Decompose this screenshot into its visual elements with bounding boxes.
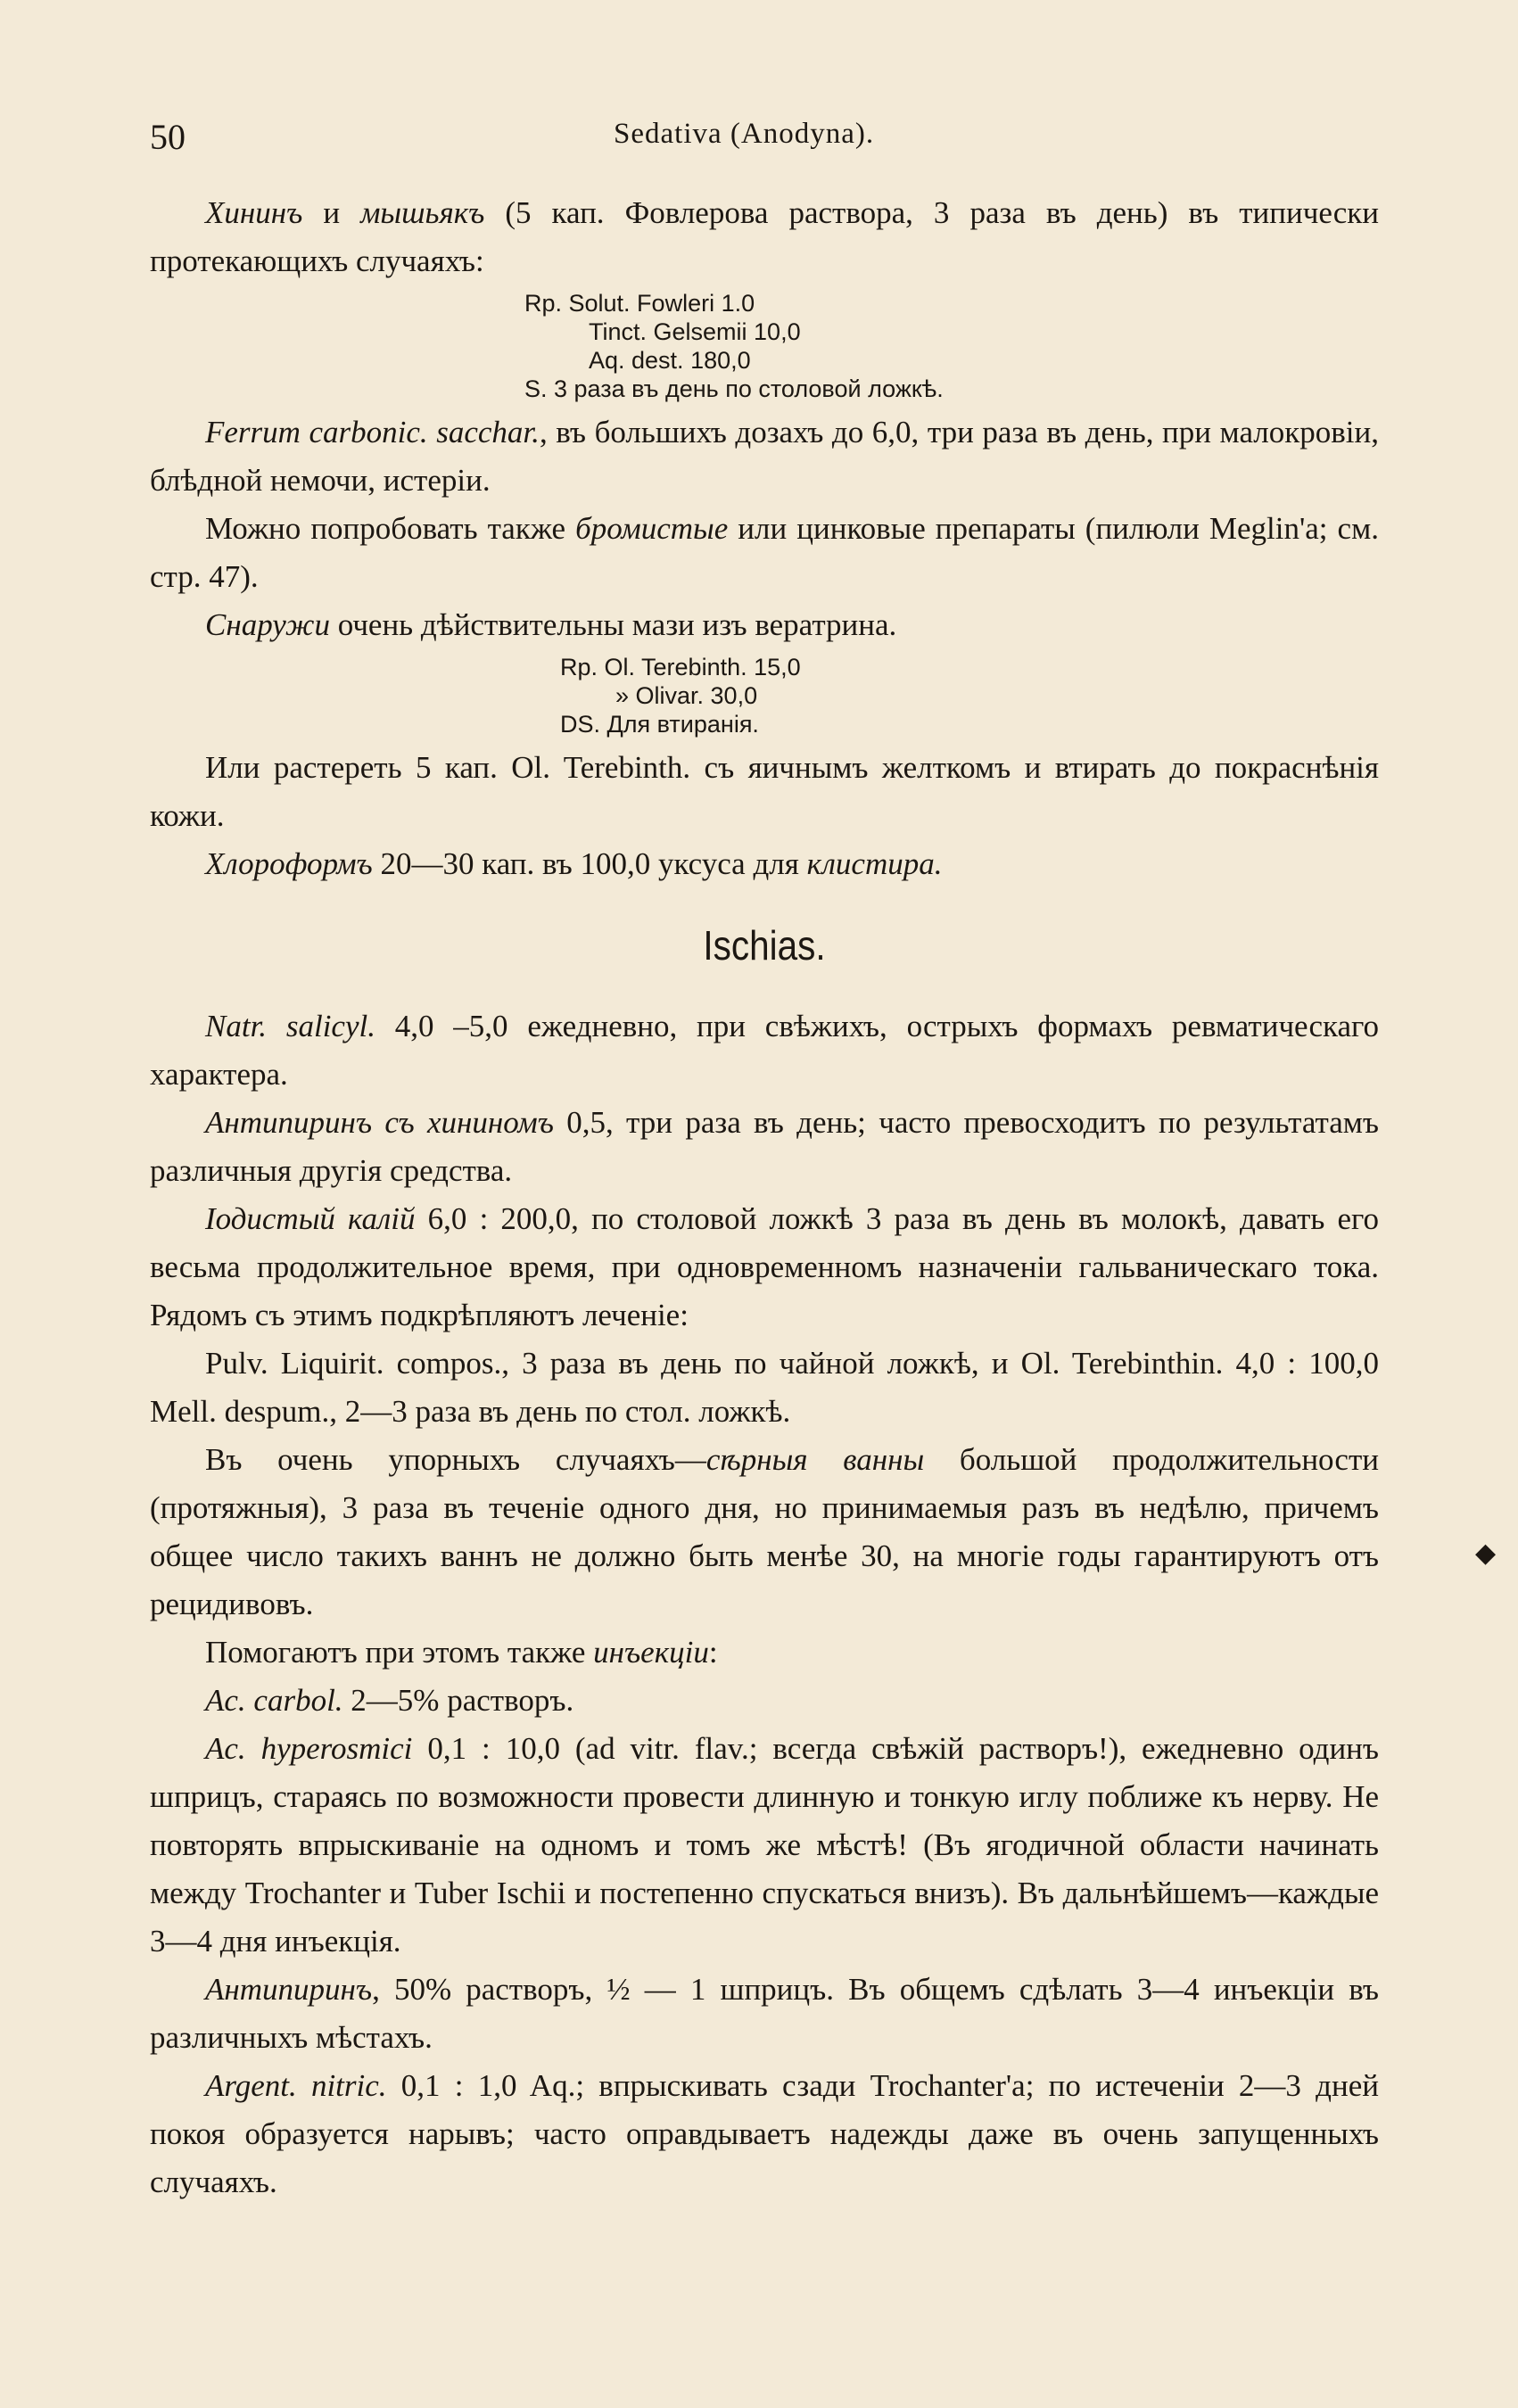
rx-line: S. 3 раза въ день по столовой ложкѣ. [524,375,944,402]
paragraph-external [150,601,1379,649]
text: , 50% растворъ, ½ — 1 шприцъ. Въ общемъ сдѣлать 3—4 инъекціи въ различныхъ мѣстахъ. [150,1972,1379,2055]
rx-line: » Olivar. 30,0 [615,682,758,709]
prescription-terebinth [150,653,1379,738]
text: Или растереть 5 кап. Ol. Terebinth. съ яичнымъ желткомъ и втирать до покраснѣнія кожи. [150,750,1379,833]
rx-line: DS. Для втиранія. [560,711,759,738]
text: 2—5% растворъ. [342,1683,574,1718]
margin-mark: ◆ [1475,1538,1497,1568]
text: 4,0 –5,0 ежедневно, при свѣжихъ, острыхъ формахъ ревматическаго характера. [150,1009,1379,1092]
page-body [150,189,1379,2206]
term-antipyrin: Антипиринъ [205,1972,373,2007]
paragraph-injections [150,1629,1379,1677]
text: 0,5, три раза въ день; часто превосходитъ по результатамъ различныя другія средства. [150,1105,1379,1188]
section-heading: Ischias. [703,922,826,969]
term-chloroform: Хлороформъ [205,846,373,881]
text: : [708,1635,718,1670]
paragraph-antipyrin-quinine [150,1099,1379,1195]
paragraph-natr-salicyl [150,1002,1379,1099]
paragraph-carbol [150,1677,1379,1725]
term-injections: инъекціи [593,1635,709,1670]
paragraph-chloroform [150,840,1379,888]
text: Можно попробовать также [205,511,576,546]
paragraph-potassium-iodide [150,1195,1379,1340]
text: очень дѣйствительны мази изъ вератрина. [329,607,897,642]
text: Помогаютъ при этомъ также [205,1635,594,1670]
text: большой продолжительности (протяжныя), 3 раза въ теченіе одного дня, но принимаемыя разъ въ недѣлю, причемъ общее число такихъ ваннъ не должно быть менѣе 30, на многіе годы гарантируютъ отъ рецидивовъ. [150,1442,1379,1621]
term-antipyrin-quinine: Антипиринъ съ хининомъ [205,1105,554,1140]
rx-line: Rp. Solut. Fowleri 1.0 [524,290,755,317]
page-header [150,116,1372,161]
term-externally: Снаружи [205,607,330,642]
text: , въ большихъ дозахъ до 6,0, три раза въ день, при малокровіи, блѣдной немочи, истеріи. [150,415,1380,498]
text: Въ очень упорныхъ случаяхъ— [205,1442,706,1477]
rx-line: Tinct. Gelsemii 10,0 [589,318,801,345]
text: 6,0 : 200,0, по столовой ложкѣ 3 раза въ день въ молокѣ, давать его весьма продолжительное время, при одновременномъ назначеніи гальваническаго тока. Рядомъ съ этимъ подкрѣпляютъ леченіе: [150,1201,1379,1332]
paragraph-argent-nitric [150,2062,1379,2206]
term-potassium-iodide: Іодистый калій [205,1201,416,1236]
term-argent-nitric: Argent. nitric. [205,2068,387,2103]
term-arsenic: мышьякъ [360,195,485,230]
paragraph-bromides [150,505,1379,601]
text: 20—30 кап. въ 100,0 уксуса для [372,846,807,881]
term-bromides: бромистые [575,511,729,546]
rx-line: Aq. dest. 180,0 [589,347,751,374]
term-quinine: Хининъ [205,195,303,230]
term-ferrum: Ferrum carbonic. sacchar. [205,415,540,449]
term-ac-hyperosmici: Ac. hyperosmici [205,1731,413,1766]
prescription-fowler [150,289,1379,403]
term-natr-salicyl: Natr. salicyl. [205,1009,375,1043]
paragraph-antipyrin [150,1966,1379,2062]
paragraph-hyperosmic [150,1725,1379,1966]
running-head: Sedativa (Anodyna). [614,118,875,150]
text: 0,1 : 10,0 (ad vitr. flav.; всегда свѣжій растворъ!), ежедневно одинъ шприцъ, стараясь по возможности провести длинную и тонкую иглу поближе къ нерву. Не повторять впрыскиваніе на одномъ и томъ же мѣстѣ! (Въ ягодичной области начинать между Trochanter и Tuber Ischii и постепенно спускаться внизъ). Въ дальнѣйшемъ—каждые 3—4 дня инъекція. [150,1731,1379,1959]
paragraph-sulfur-baths [150,1436,1379,1629]
paragraph-ferrum [150,408,1379,505]
term-ac-carbol: Ac. carbol. [205,1683,343,1718]
text: Pulv. Liquirit. compos., 3 раза въ день по чайной ложкѣ, и Ol. Terebinthin. 4,0 : 100,0 Mell. despum., 2—3 раза въ день по стол. ложкѣ. [150,1346,1379,1429]
paragraph-rub [150,744,1379,840]
term-sulfur-baths: сѣрныя ванны [705,1442,925,1477]
paragraph-quinine-arsenic [150,189,1379,285]
text: или цинковые препараты (пилюли Meglin'а; см. стр. 47). [150,511,1379,594]
text: (5 кап. Фовлерова раствора, 3 раза въ день) въ типически протекающихъ случаяхъ: [150,195,1379,278]
paragraph-pulv-liquirit [150,1340,1379,1436]
page-number: 50 [150,117,186,157]
term-clyster: клистира. [806,846,943,881]
text: 0,1 : 1,0 Aq.; впрыскивать сзади Trochanter'а; по истеченіи 2—3 дней покоя образуется нарывъ; часто оправдываетъ надежды даже въ очень запущенныхъ случаяхъ. [150,2068,1379,2199]
rx-line: Rp. Ol. Terebinth. 15,0 [560,654,801,680]
text: и [302,195,361,230]
